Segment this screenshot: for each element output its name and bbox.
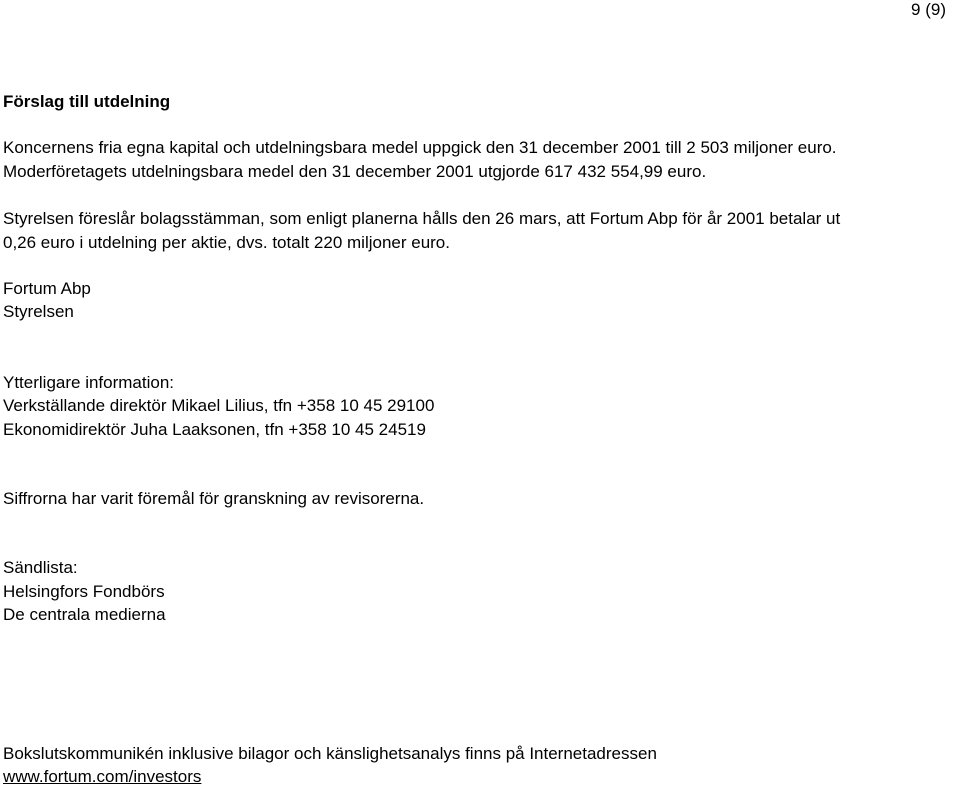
contact-ceo: Verkställande direktör Mikael Lilius, tfn +358 10 45 29100 (3, 396, 435, 415)
signature-body: Styrelsen (3, 302, 74, 321)
distribution-item: Helsingfors Fondbörs (3, 582, 165, 601)
footer-text: Bokslutskommunikén inklusive bilagor och känslighetsanalys finns på Internetadressen (3, 744, 657, 763)
contact-cfo: Ekonomidirektör Juha Laaksonen, tfn +358 10 45 24519 (3, 420, 426, 439)
investors-link[interactable]: www.fortum.com/investors (3, 767, 202, 786)
audit-note: Siffrorna har varit föremål för granskning av revisorerna. (3, 489, 425, 508)
page-number: 9 (9) (911, 0, 946, 19)
paragraph-2-line-1: Styrelsen föreslår bolagsstämman, som enligt planerna hålls den 26 mars, att Fortum Abp för år 2001 betalar ut (3, 209, 841, 228)
distribution-heading: Sändlista: (3, 558, 78, 577)
contacts-heading: Ytterligare information: (3, 373, 175, 392)
paragraph-1-line-2: Moderföretagets utdelningsbara medel den 31 december 2001 utgjorde 617 432 554,99 euro. (3, 162, 707, 181)
paragraph-2-line-2: 0,26 euro i utdelning per aktie, dvs. totalt 220 miljoner euro. (3, 233, 450, 252)
signature-company: Fortum Abp (3, 279, 91, 298)
distribution-item: De centrala medierna (3, 605, 166, 624)
paragraph-1-line-1: Koncernens fria egna kapital och utdelningsbara medel uppgick den 31 december 2001 till 2 503 miljoner euro. (3, 138, 837, 157)
section-title: Förslag till utdelning (3, 92, 171, 111)
